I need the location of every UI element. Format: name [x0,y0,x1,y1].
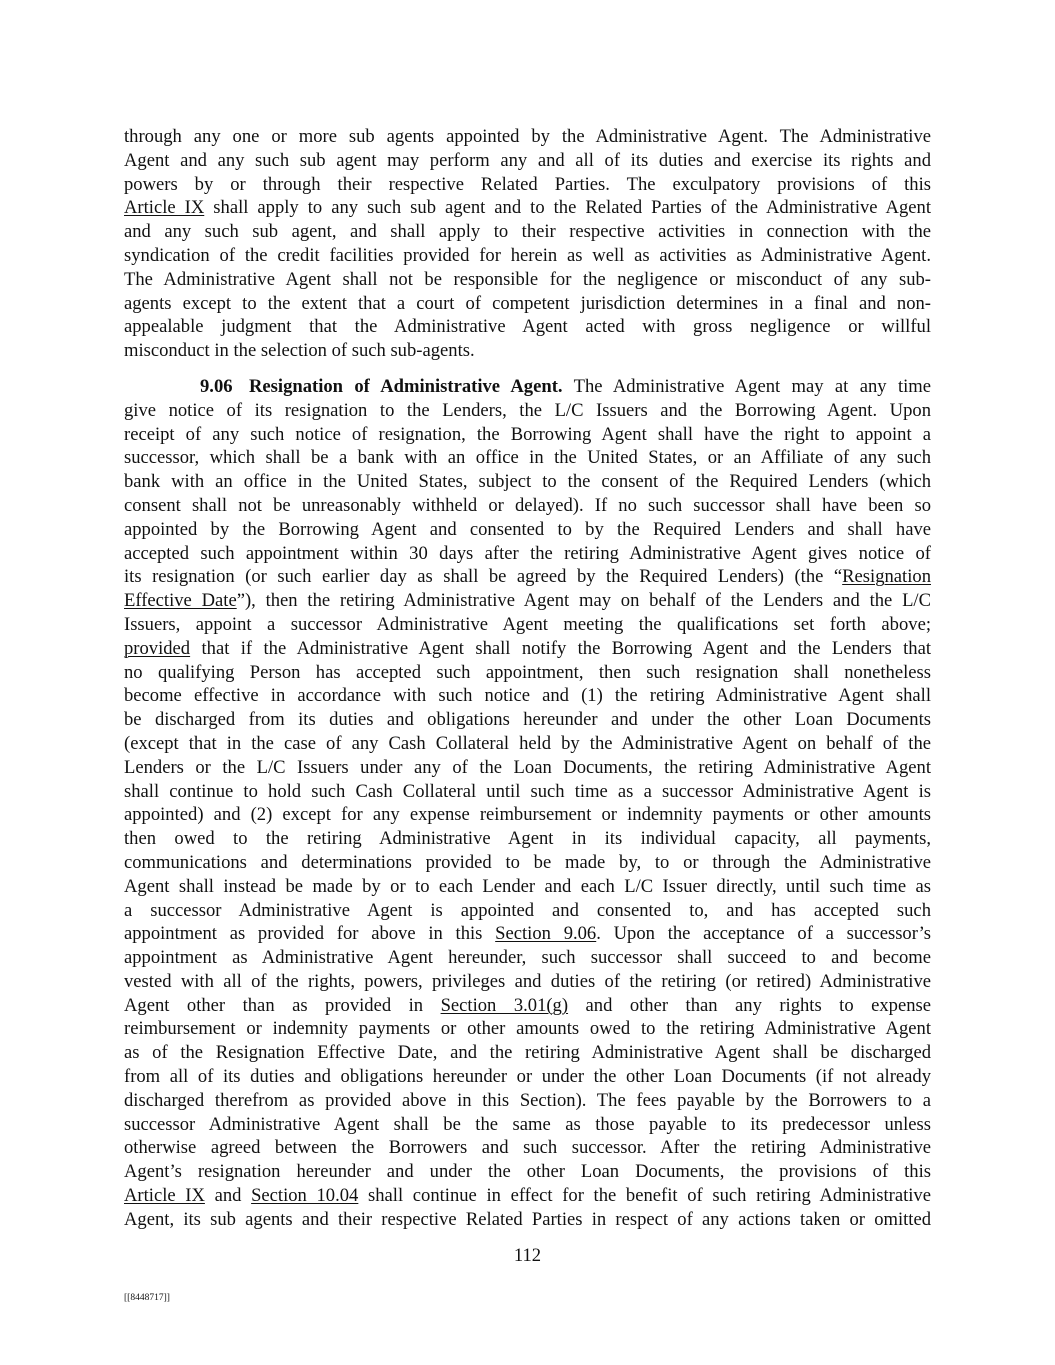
text-line: appointed) and (2) except for any expense reimbursement or indemnity payments or other amounts [124,804,931,826]
text-line: agents except to the extent that a court of competent jurisdiction determines in a final and non- [124,292,931,314]
text-line: then owed to the retiring Administrative Agent in its individual capacity, all payments, [124,828,931,850]
text-line: misconduct in the selection of such sub-agents. [124,340,475,362]
text-line: (except that in the case of any Cash Collateral held by the Administrative Agent on behalf of the [124,732,931,754]
text-line: through any one or more sub agents appointed by the Administrative Agent. The Administrative [124,126,931,147]
text-line: successor, which shall be a bank with an office in the United States, or an Affiliate of any such [124,447,931,469]
section-10-04-reference: Section 10.04 [251,1185,359,1207]
text-line: reimbursement or indemnity payments or other amounts owed to the retiring Administrative Agent [124,1018,931,1040]
text-segment: shall continue in effect for the benefit of such retiring Administrative [358,1185,931,1207]
section-heading-line [124,375,931,399]
document-id: [[8448717]] [124,1293,170,1303]
text-line: from all of its duties and obligations hereunder or under the other Loan Documents (if not already [124,1066,931,1088]
page-number: 112 [513,1245,542,1266]
text-line [124,589,931,613]
provided-term: provided [124,637,191,659]
text-line: Agent, its sub agents and their respective Related Parties in respect of any actions taken or omitted [124,1208,931,1230]
paragraph-spacer [124,363,931,375]
text-line: give notice of its resignation to the Lenders, the L/C Issuers and the Borrowing Agent. Upon [124,399,931,421]
text-line [124,196,931,220]
text-line [124,565,931,589]
section-9-06 [124,375,931,1232]
text-segment: that if the Administrative Agent shall notify the Borrowing Agent and the Lenders that [190,637,931,659]
text-line: bank with an office in the United States, subject to the consent of the Required Lenders (which [124,471,931,493]
section-heading: Resignation of Administrative Agent. [249,375,563,397]
text-line: discharged therefrom as provided above in this Section). The fees payable by the Borrowers to a [124,1089,931,1111]
text-line: appointed by the Borrowing Agent and consented to by the Required Lenders and shall have [124,518,931,540]
text-line: vested with all of the rights, powers, privileges and duties of the retiring (or retired) Administrative [124,970,931,992]
text-segment: ”), then the retiring Administrative Agent may on behalf of the Lenders and the L/C [236,590,932,612]
text-segment: . Upon the acceptance of a successor’s [596,923,932,945]
text-line: Issuers, appoint a successor Administrative Agent meeting the qualifications set forth above; [124,613,931,635]
text-line: successor Administrative Agent shall be the same as those payable to its predecessor unless [124,1113,931,1135]
text-line: Lenders or the L/C Issuers under any of the Loan Documents, the retiring Administrative Agent [124,756,931,778]
text-line [124,637,931,661]
text-segment: appointment as provided for above in this [124,923,496,945]
section-3-01g-reference: Section 3.01(g) [440,994,569,1016]
text-segment: and [204,1185,252,1207]
text-line: shall continue to hold such Cash Collateral until such time as a successor Administrative Agent is [124,780,931,802]
text-line: a successor Administrative Agent is appointed and consented to, and has accepted such [124,899,931,921]
text-line: consent shall not be unreasonably withheld or delayed). If no such successor shall have been so [124,494,931,516]
text-line: appointment as Administrative Agent hereunder, such successor shall succeed to and become [124,947,931,969]
text-line: become effective in accordance with such notice and (1) the retiring Administrative Agent shall [124,685,931,707]
text-line: Agent and any such sub agent may perform any and all of its duties and exercise its rights and [124,149,931,171]
text-line: Agent’s resignation hereunder and under the other Loan Documents, the provisions of this [124,1161,931,1183]
text-line: syndication of the credit facilities provided for herein as well as activities as Administrative Agent. [124,244,931,266]
defined-term-resignation: Resignation [842,566,931,588]
text-line: accepted such appointment within 30 days after the retiring Administrative Agent gives notice of [124,542,931,564]
article-ix-reference: Article IX [124,1185,205,1207]
text-line: no qualifying Person has accepted such appointment, then such resignation shall nonetheless [124,661,931,683]
article-ix-reference: Article IX [124,197,205,219]
text-line: The Administrative Agent shall not be responsible for the negligence or misconduct of any sub- [124,268,931,290]
text-line: be discharged from its duties and obligations hereunder and under the other Loan Documents [124,709,931,731]
text-line: receipt of any such notice of resignation, the Borrowing Agent shall have the right to appoint a [124,423,931,445]
text-segment: The Administrative Agent may at any time [562,375,931,397]
text-line: appealable judgment that the Administrative Agent acted with gross negligence or willful [124,316,931,338]
text-line: as of the Resignation Effective Date, and the retiring Administrative Agent shall be discharged [124,1042,931,1064]
section-number: 9.06 [200,375,233,397]
text-segment: shall apply to any such sub agent and to the Related Parties of the Administrative Agent [204,197,931,219]
text-segment: Agent other than as provided in [124,994,441,1016]
section-9-06-reference: Section 9.06 [495,923,597,945]
text-line: otherwise agreed between the Borrowers and such successor. After the retiring Administrative [124,1137,931,1159]
text-line: and any such sub agent, and shall apply to their respective activities in connection with the [124,221,931,243]
defined-term-effective-date: Effective Date [124,590,237,612]
text-line [124,994,931,1018]
text-line: communications and determinations provided to be made by, to or through the Administrative [124,851,931,873]
text-line: powers by or through their respective Related Parties. The exculpatory provisions of this [124,173,931,195]
paragraph-continuation [124,125,931,363]
text-segment: its resignation (or such earlier day as shall be agreed by the Required Lenders) (the “ [124,566,843,588]
document-body [124,125,931,1232]
text-line [124,1184,931,1208]
text-line [124,922,931,946]
text-line: Agent shall instead be made by or to each Lender and each L/C Issuer directly, until such time as [124,875,931,897]
text-segment: and other than any rights to expense [568,994,931,1016]
